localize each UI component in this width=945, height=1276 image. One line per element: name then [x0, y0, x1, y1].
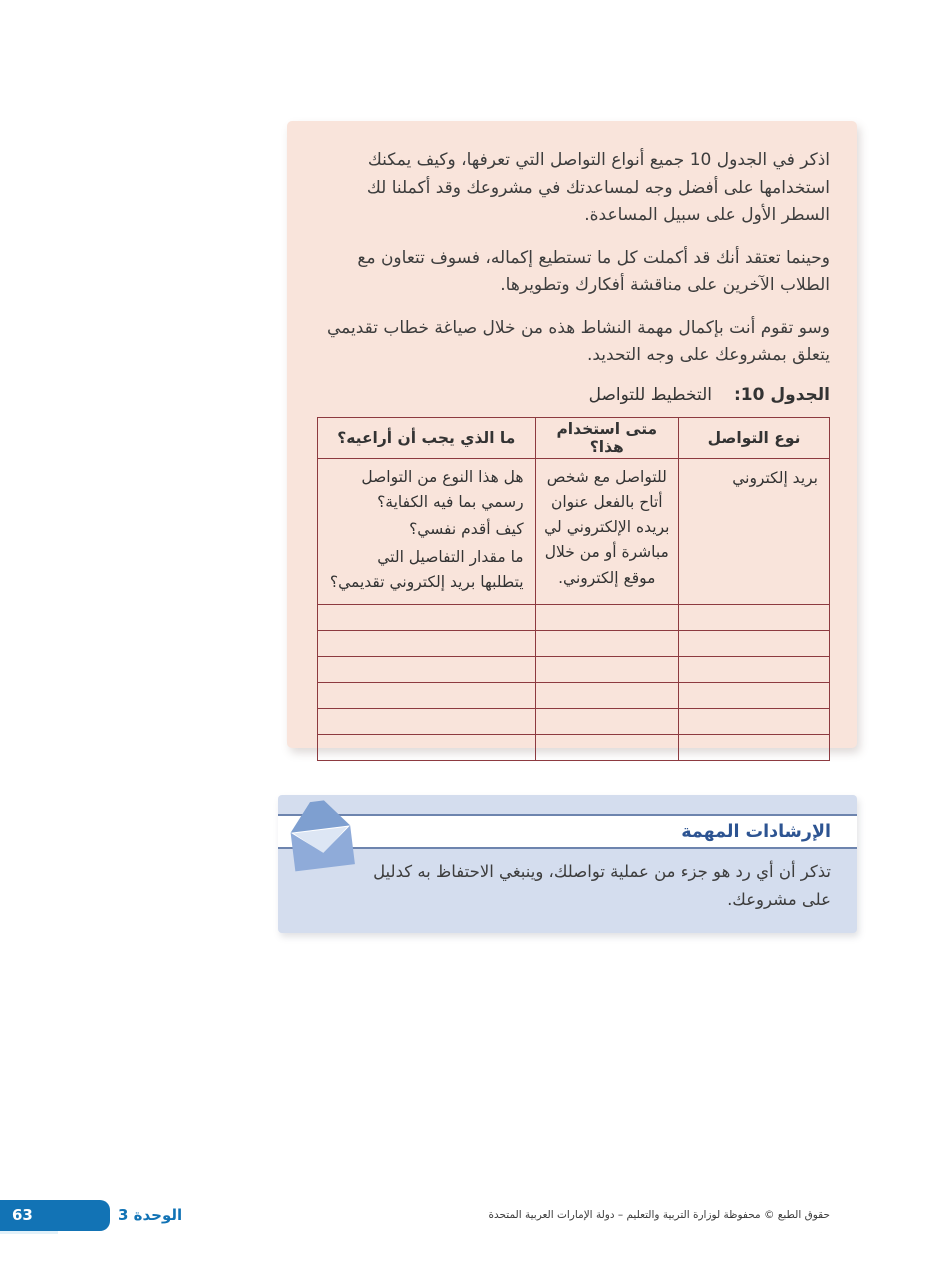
empty-table-row [318, 656, 830, 682]
empty-fill-in-cell [318, 734, 536, 760]
empty-fill-in-cell [318, 708, 536, 734]
empty-table-row [318, 604, 830, 630]
unit-label: الوحدة 3 [118, 1206, 183, 1224]
empty-fill-in-cell [535, 682, 678, 708]
empty-table-row [318, 630, 830, 656]
empty-fill-in-cell [535, 656, 678, 682]
empty-table-row [318, 682, 830, 708]
empty-table-row [318, 708, 830, 734]
instructions-title-band [278, 814, 857, 849]
empty-fill-in-cell [678, 656, 829, 682]
intro-paragraph-2: وحينما تعتقد أنك قد أكملت كل ما تستطيع إكماله، فسوف تتعاون مع الطلاب الآخرين على مناقشة أفكارك وتطويرها. [357, 247, 830, 296]
header-cell-type: نوع التواصل [678, 417, 829, 458]
page-number-tab [0, 1200, 110, 1231]
empty-fill-in-cell [535, 708, 678, 734]
table-body [318, 458, 830, 760]
communication-table [317, 417, 830, 761]
cell-communication-type: بريد إلكتروني [678, 458, 829, 604]
empty-fill-in-cell [678, 682, 829, 708]
table-caption [317, 385, 830, 405]
header-cell-when: متى استخدام هذا؟ [535, 417, 678, 458]
activity-panel [287, 121, 857, 748]
instructions-title: الإرشادات المهمة [681, 821, 831, 842]
empty-fill-in-cell [678, 604, 829, 630]
intro-paragraph-1: اذكر في الجدول 10 جميع أنواع التواصل التي تعرفها، وكيف يمكنك استخدامها على أفضل وجه لمساعدتك في مشروعك وقد أكملنا لك السطر الأول على سبيل المساعدة. [366, 150, 830, 226]
empty-fill-in-cell [535, 630, 678, 656]
cell-considerations [318, 458, 536, 604]
empty-fill-in-cell [678, 630, 829, 656]
empty-fill-in-cell [318, 630, 536, 656]
cell-when-to-use: للتواصل مع شخص أتاح بالفعل عنوان بريده الإلكتروني لي مباشرة أو من خلال موقع إلكتروني. [535, 458, 678, 604]
empty-table-row [318, 734, 830, 760]
empty-fill-in-cell [678, 734, 829, 760]
instructions-body: تذكر أن أي رد هو جزء من عملية تواصلك، وينبغي الاحتفاظ به كدليل على مشروعك. [373, 862, 831, 910]
empty-fill-in-cell [318, 604, 536, 630]
table-row-email [318, 458, 830, 604]
copyright-text: حقوق الطبع © محفوظة لوزارة التربية والتعليم – دولة الإمارات العربية المتحدة [488, 1209, 830, 1221]
header-cell-considerations: ما الذي يجب أن أراعيه؟ [318, 417, 536, 458]
consideration-question-2: كيف أقدم نفسي؟ [409, 520, 524, 539]
instructions-panel [278, 795, 857, 933]
table-caption-label: الجدول 10: [733, 384, 830, 405]
table-caption-title: التخطيط للتواصل [588, 384, 712, 405]
page-number-tab-underline [0, 1231, 58, 1234]
page-number: 63 [12, 1206, 33, 1224]
consideration-question-1: هل هذا النوع من التواصل رسمي بما فيه الكفاية؟ [361, 467, 524, 511]
open-envelope-icon [286, 796, 356, 872]
empty-fill-in-cell [318, 656, 536, 682]
intro-paragraph-3: وسو تقوم أنت بإكمال مهمة النشاط هذه من خلال صياغة خطاب تقديمي يتعلق بمشروعك على وجه التحديد. [326, 317, 830, 366]
empty-fill-in-cell [535, 604, 678, 630]
table-header-row [318, 417, 830, 458]
empty-fill-in-cell [318, 682, 536, 708]
empty-fill-in-cell [535, 734, 678, 760]
consideration-question-3: ما مقدار التفاصيل التي يتطلبها بريد إلكتروني تقديمي؟ [329, 548, 524, 591]
empty-fill-in-cell [678, 708, 829, 734]
